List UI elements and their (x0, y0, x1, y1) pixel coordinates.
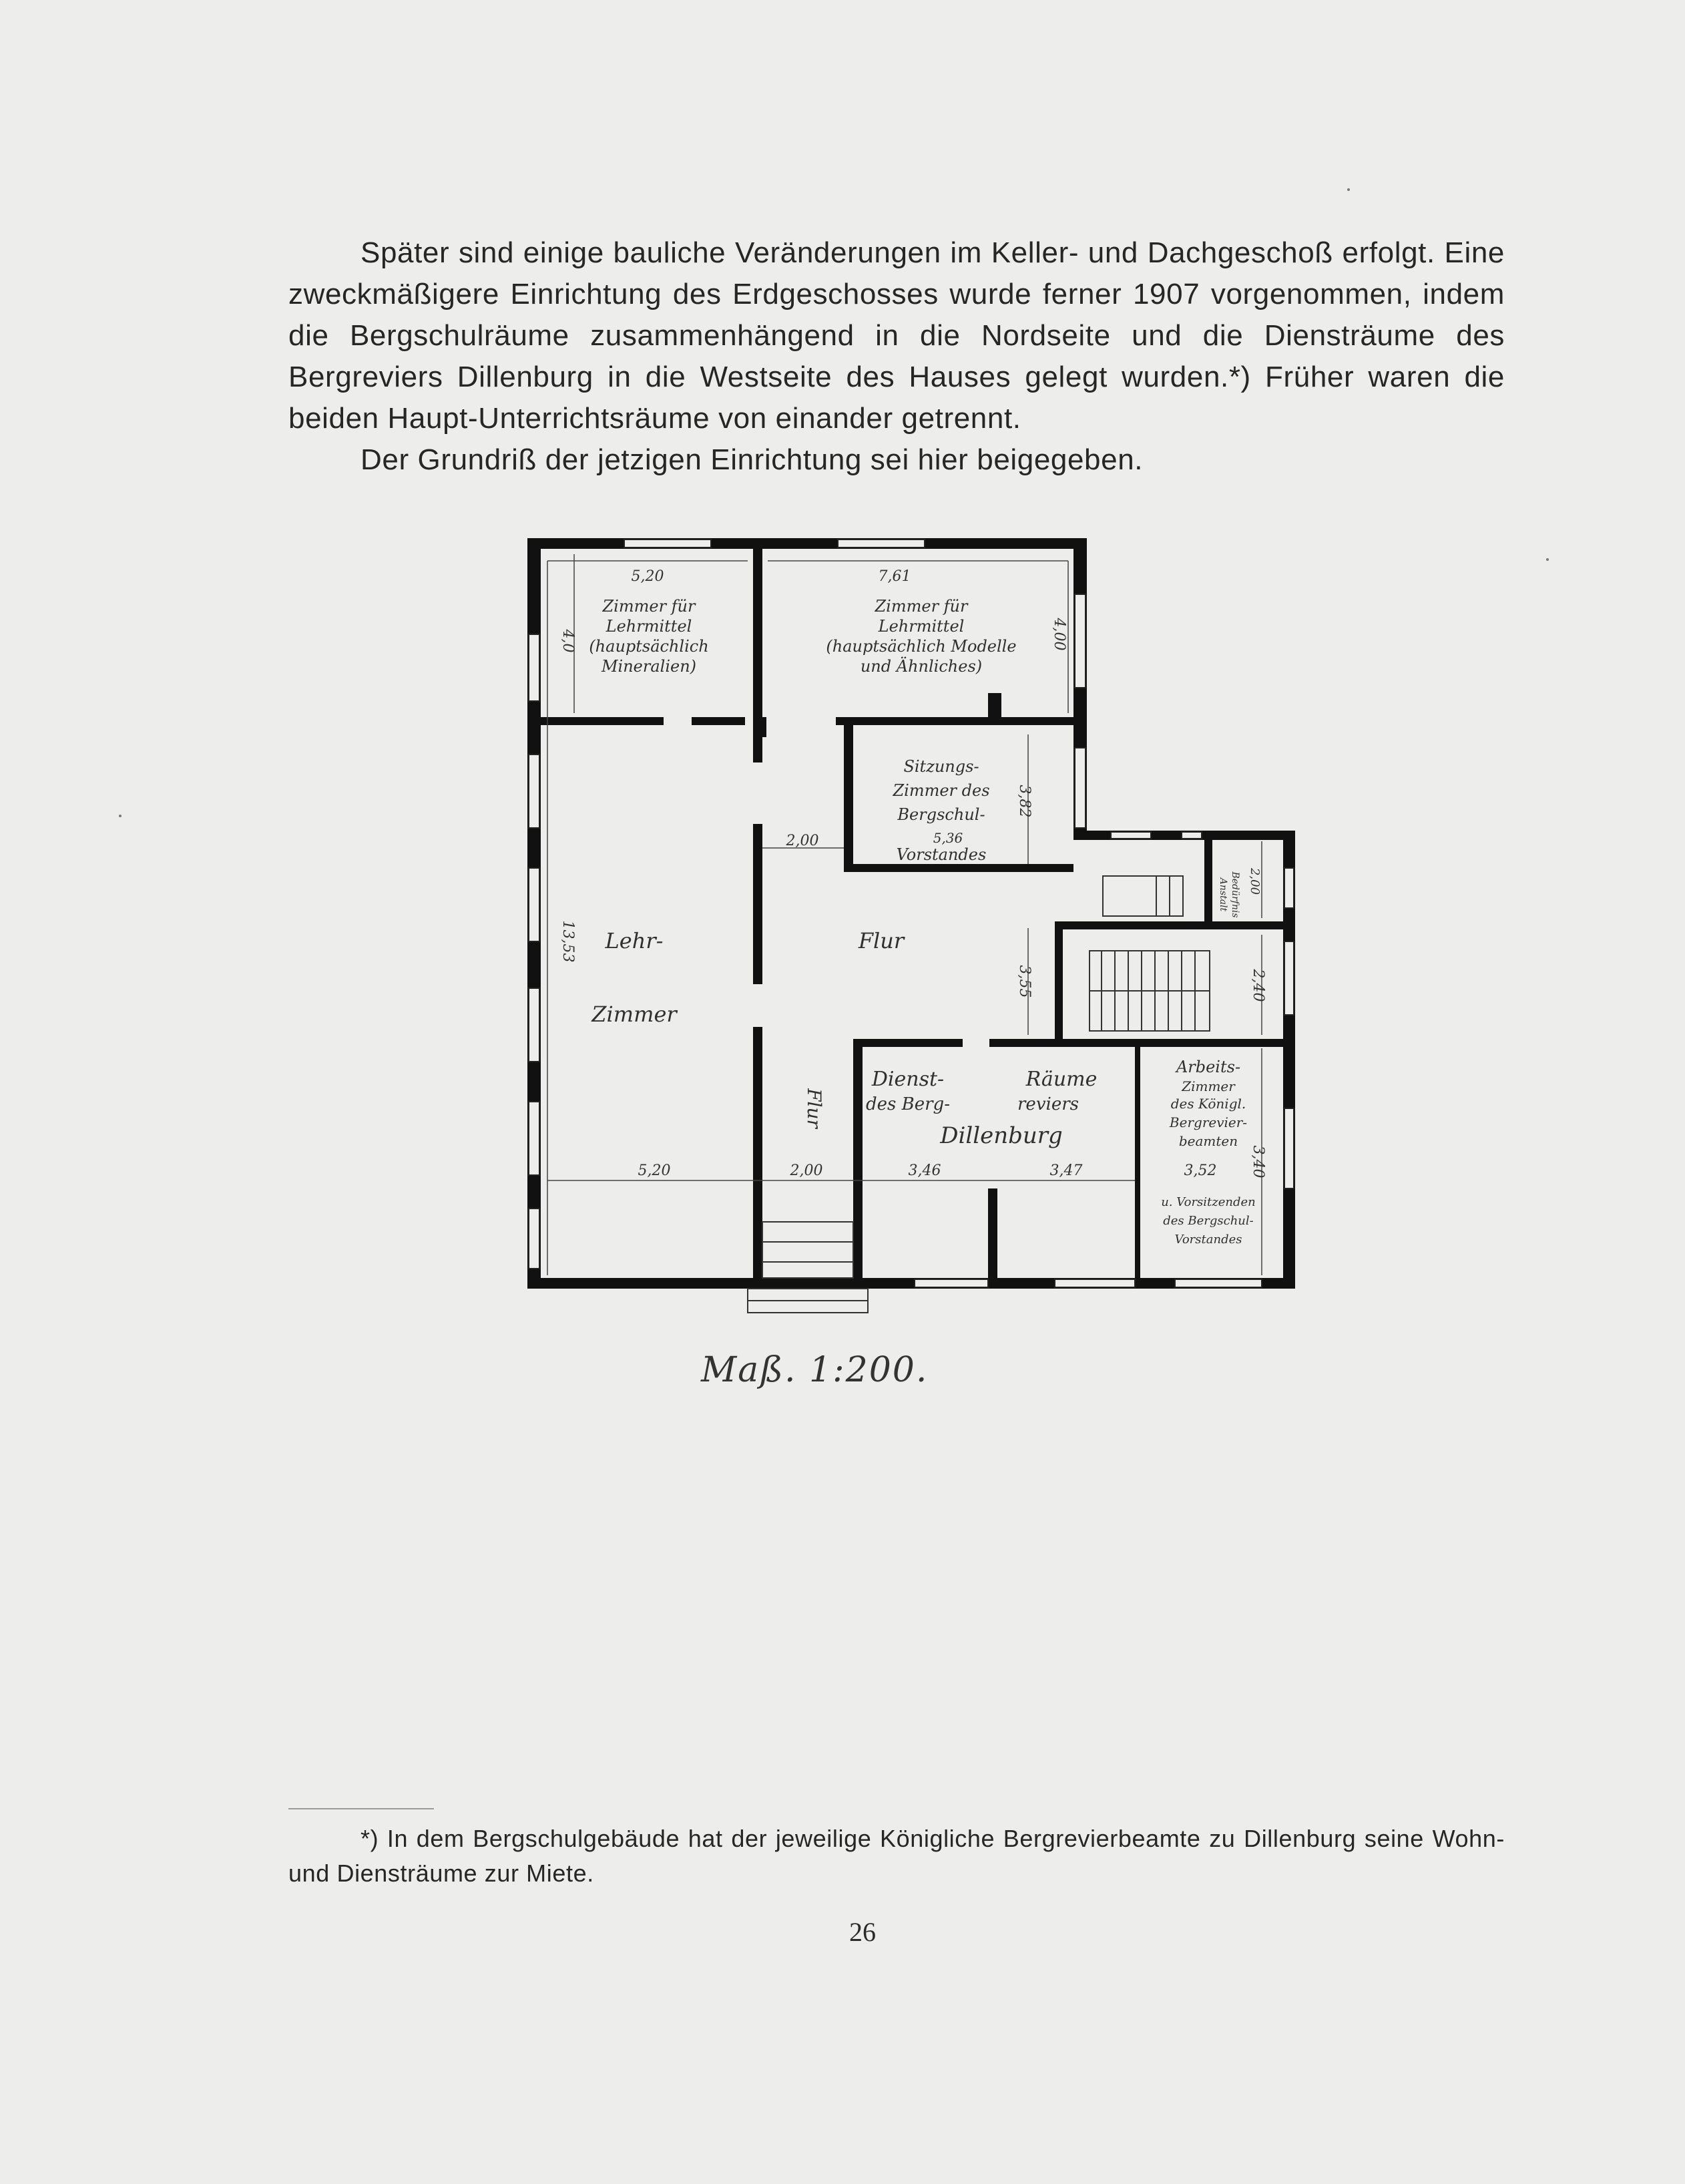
dim-wc-h: 2,00 (1248, 867, 1262, 895)
label-flur-vertical: Flur (803, 1088, 825, 1128)
body-text (288, 232, 1505, 481)
label-arbeits-c: des Königl. (1170, 1096, 1246, 1112)
floor-plan-drawing (521, 534, 1302, 1335)
label-flur-main: Flur (858, 928, 905, 953)
paper-speck (119, 815, 122, 817)
label-lehrmittel-1d: Mineralien) (601, 657, 697, 676)
dim-lehr-h: 13,53 (559, 920, 576, 963)
footnote-rule (288, 1808, 434, 1809)
dim-arbeits-h: 3,40 (1250, 1145, 1266, 1178)
label-sitzung-b: Zimmer des (893, 781, 990, 800)
paragraph-2: Der Grundriß der jetzigen Einrichtung sei hier beigegeben. (360, 443, 1144, 476)
label-lehrzimmer-b: Zimmer (591, 1002, 677, 1027)
dim-sitzung-h: 3,82 (1016, 785, 1033, 818)
dim-stair-h: 2,40 (1250, 969, 1266, 1002)
dim-top-right-h: 4,00 (1051, 618, 1067, 651)
label-lehrmittel-2d: und Ähnliches) (860, 657, 983, 676)
dim-top-left: 5,20 (631, 568, 664, 585)
label-dienst-2b: reviers (1017, 1094, 1079, 1114)
dim-bottom-1: 5,20 (638, 1162, 671, 1179)
label-dienst-2a: Räume (1025, 1068, 1098, 1091)
label-sitzung-c: Bergschul- (897, 805, 985, 824)
label-lehrmittel-1b: Lehrmittel (606, 617, 692, 636)
label-bedurfnis-b: Anstalt (1218, 877, 1228, 912)
dim-top-right: 7,61 (878, 568, 911, 585)
label-lehrmittel-2c: (hauptsächlich Modelle (826, 637, 1017, 656)
label-bedurfnis-a: Bedürfnis (1230, 871, 1240, 918)
dim-bottom-5: 3,52 (1184, 1162, 1217, 1179)
scale-label: Maß. 1:200. (701, 1350, 929, 1390)
label-arbeits-a: Arbeits- (1176, 1058, 1241, 1076)
label-lehrzimmer-a: Lehr- (605, 928, 664, 953)
dim-bottom-3: 3,46 (908, 1162, 941, 1179)
dim-flur-upper: 2,00 (786, 833, 819, 849)
dim-bottom-2: 2,00 (790, 1162, 823, 1179)
label-sitzung-e: Vorstandes (896, 845, 987, 864)
label-arbeits-b: Zimmer (1182, 1078, 1235, 1094)
label-dienst-1a: Dienst- (871, 1068, 945, 1091)
label-arbeits-d: Bergrevier- (1169, 1114, 1248, 1130)
footnote-text: *) In dem Bergschulgebäude hat der jeweilige Königliche Bergrevierbeamte zu Dillenburg seine Wohn- und Diensträume zur Miete. (288, 1825, 1505, 1887)
label-vorsitz-b: des Bergschul- (1163, 1214, 1254, 1228)
paper-speck (1347, 188, 1350, 191)
label-arbeits-e: beamten (1178, 1133, 1238, 1149)
dim-bottom-4: 3,47 (1049, 1162, 1083, 1179)
label-dienst-3: Dillenburg (940, 1122, 1063, 1149)
floor-plan (521, 534, 1302, 1335)
label-vorsitz-c: Vorstandes (1174, 1233, 1242, 1247)
dim-flur-h: 3,55 (1016, 965, 1033, 998)
label-lehrmittel-2a: Zimmer für (875, 597, 968, 616)
label-lehrmittel-2b: Lehrmittel (878, 617, 965, 636)
page-number: 26 (849, 1917, 876, 1947)
paragraph-1: Später sind einige bauliche Veränderungen im Keller- und Dachgeschoß erfolgt. Eine zweckmäßigere Einrichtung des Erdgeschosses wurde ferner 1907 vorgenommen, indem die Bergschulräume zusammenhängend in die Nordseite und die Diensträume des Bergreviers Dillenburg in die Westseite des Hauses gelegt wurden.*) Früher waren die beiden Haupt-Unterrichtsräume von einander getrennt. (288, 236, 1505, 435)
label-vorsitz-a: u. Vorsitzenden (1161, 1195, 1256, 1209)
label-lehrmittel-1a: Zimmer für (602, 597, 696, 616)
footnote (288, 1821, 1505, 1891)
dim-top-left-h: 4,0 (559, 629, 576, 653)
label-sitzung-d: 5,36 (933, 830, 963, 846)
label-lehrmittel-1c: (hauptsächlich (589, 637, 709, 656)
label-dienst-1b: des Berg- (866, 1094, 950, 1114)
paper-speck (1546, 558, 1549, 561)
label-sitzung-a: Sitzungs- (903, 757, 979, 776)
